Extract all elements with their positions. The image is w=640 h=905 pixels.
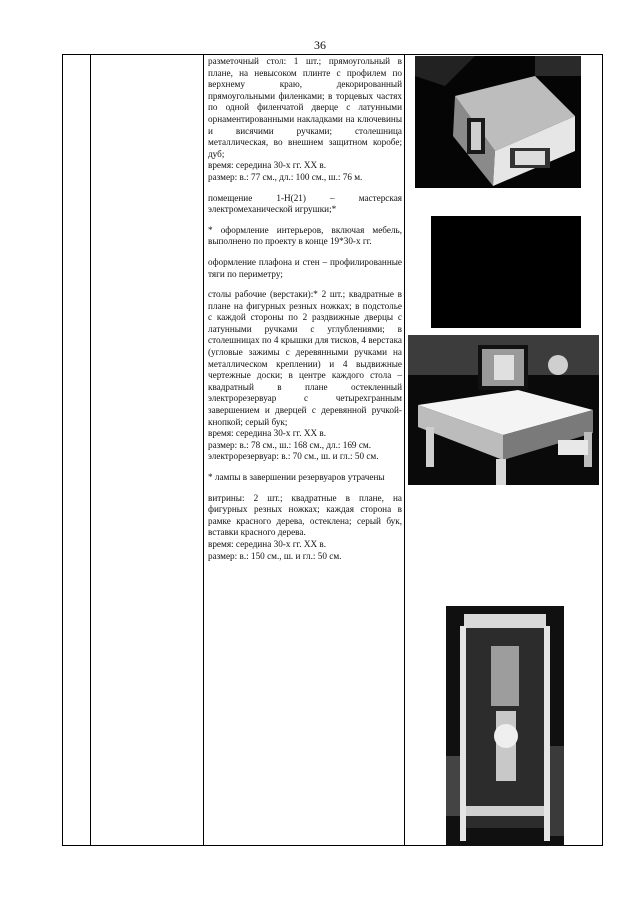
paragraph-reservoir-size: электрорезервуар: в.: 70 см., ш. и гл.: 50 см. xyxy=(208,451,379,462)
blacked-out-photo xyxy=(431,216,581,328)
description-column xyxy=(208,56,402,562)
paragraph-ceiling: оформление плафона и стен – профилированные тяги по периметру; xyxy=(208,256,402,279)
showcase-photo xyxy=(446,606,564,846)
column-divider-1 xyxy=(90,55,91,845)
paragraph-time-3: время: середина 30-х гг. XX в. xyxy=(208,538,327,549)
paragraph-showcases: витрины: 2 шт.; квадратные в плане, на фигурных резных ножках; каждая сторона в рамке красного дерева, остеклена; серый бук, вставки красного дерева. xyxy=(208,492,402,538)
paragraph-workbenches: столы рабочие (верстаки):* 2 шт.; квадратные в плане на фигурных резных ножках; в подстолье с каждой стороны по 2 раздвижные дверцы с латунными ручками с углублениями; в столешницах по 4 крышки для тисков, 4 верстака (угловые зажимы с деревянными ручками на металлическом креплении) и 4 выдвижные чертежные доски; в центре каждого стола – квадратный в плане остекленный электрорезервуар с четырехгранным завершением и дверцей с деревянной ручкой-кнопкой; серый бук; xyxy=(208,289,402,427)
page-number: 36 xyxy=(314,38,326,52)
paragraph-time-2: время: середина 30-х гг. XX в. xyxy=(208,428,327,439)
workbench-photo xyxy=(408,335,599,485)
marking-table-photo xyxy=(415,56,581,188)
paragraph-lamps-note: * лампы в завершении резервуаров утрачены xyxy=(208,472,385,482)
inventory-table xyxy=(62,54,603,846)
column-divider-2 xyxy=(203,55,204,845)
paragraph-size-2: размер: в.: 78 см., ш.: 168 см., дл.: 169 см. xyxy=(208,439,372,450)
column-divider-3 xyxy=(404,55,405,845)
paragraph-interior-note: * оформление интерьеров, включая мебель, выполнено по проекту в конце 19*30-х гг. xyxy=(208,224,402,247)
paragraph-size-1: размер: в.: 77 см., дл.: 100 см., ш.: 76 м. xyxy=(208,171,363,182)
paragraph-room: помещение 1-Н(21) – мастерская электромеханической игрушки;* xyxy=(208,192,402,215)
paragraph-marking-table: разметочный стол: 1 шт.; прямоугольный в плане, на невысоком плинте с профилем по верхнему краю, декорированный прямоугольными филенками; в торцевых частях по одной филенчатой дверце с латунными орнаментированными накладками на ключевины и висячими ручками; столешница металлическая, во внешнем защитном коробе; дуб; xyxy=(208,56,402,159)
paragraph-time-1: время: середина 30-х гг. XX в. xyxy=(208,160,327,171)
paragraph-size-3: размер: в.: 150 см., ш. и гл.: 50 см. xyxy=(208,550,342,561)
